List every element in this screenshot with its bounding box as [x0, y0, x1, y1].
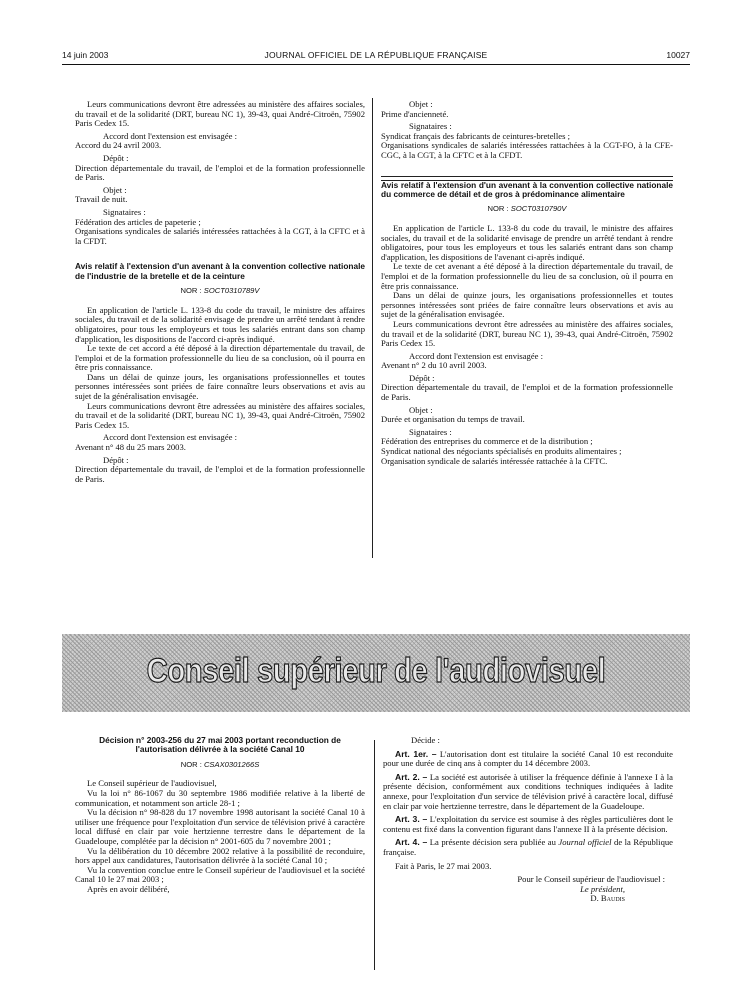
- label-depot: Dépôt :: [103, 152, 129, 163]
- right-column-top: [381, 100, 673, 466]
- label-objet: Objet :: [103, 184, 127, 195]
- banner-title: Conseil supérieur de l'audiovisuel: [146, 652, 606, 690]
- section-banner: [62, 634, 690, 712]
- article-1: [383, 750, 673, 769]
- signatory: Organisations syndicales de salariés intéressées rattachées à la CGT-FO, à la CFE-CGC, à la CGT, à la CFTC et à la CFDT.: [381, 140, 673, 160]
- article-label: Art. 4. –: [395, 837, 428, 848]
- signatory: Fédération des entreprises du commerce et de la distribution ;: [381, 436, 593, 447]
- nor-value: SOCT0310789V: [203, 286, 260, 296]
- paragraph: Leurs communications devront être adressées au ministère des affaires sociales, du travail et de la solidarité (DRT, bureau NC 1), 39-43, quai André-Citroën, 75902 Paris Cedex 15.: [75, 99, 365, 129]
- decision-title: Décision n° 2003-256 du 27 mai 2003 portant reconduction de l'autorisation délivrée à la société Canal 10: [99, 735, 341, 755]
- article-text: de la République française.: [383, 837, 673, 857]
- paragraph: En application de l'article L. 133-8 du code du travail, le ministre des affaires sociales, du travail et de la solidarité envisage de prendre un arrêté tendant à rendre obligatoires, pour tous les employeurs et tous les salariés entrant dans son champ d'application, les dispositions de l'avenant ci-après indiqué.: [381, 222, 673, 262]
- article-4: [383, 838, 673, 857]
- label-accord: Accord dont l'extension est envisagée :: [409, 350, 543, 361]
- label-objet: Objet :: [409, 99, 433, 109]
- left-column-top: [75, 100, 365, 484]
- label-signataires: Signataires :: [409, 121, 452, 132]
- article-label: Art. 3. –: [395, 814, 428, 825]
- paragraph: Vu la loi n° 86-1067 du 30 septembre 1986 modifiée relative à la liberté de communication, et notamment son article 28-1 ;: [75, 788, 365, 808]
- article-text: L'exploitation du service est soumise à des règles particulières dont le contenu est fixé dans la convention figurant dans l'annexe II à la présente décision.: [383, 814, 673, 834]
- value-depot: Direction départementale du travail, de l'emploi et de la formation professionnelle de Paris.: [75, 162, 365, 183]
- value-objet: Durée et organisation du temps de travail.: [381, 414, 525, 425]
- nor-label: NOR :: [180, 286, 202, 296]
- label-depot: Dépôt :: [103, 454, 129, 465]
- paragraph: En application de l'article L. 133-8 du code du travail, le ministre des affaires sociales, du travail et de la solidarité envisage de prendre un arrêté tendant à rendre obligatoires, pour tous les employeurs et tous les salariés entrant dans son champ d'application, les dispositions de l'accord ci-après indiqué.: [75, 304, 365, 344]
- article-label: Art. 2. –: [395, 771, 428, 782]
- article-2: [383, 773, 673, 811]
- label-signataires: Signataires :: [409, 426, 452, 437]
- header-page-number: 10027: [666, 50, 690, 60]
- label-accord: Accord dont l'extension est envisagée :: [103, 130, 237, 141]
- decide-label: Décide :: [411, 735, 440, 745]
- paragraph: Leurs communications devront être adressées au ministère des affaires sociales, du travail et de la solidarité (DRT, bureau NC 1), 39-43, quai André-Citroën, 75902 Paris Cedex 15.: [381, 318, 673, 349]
- nor-value: SOCT0310790V: [510, 204, 567, 214]
- nor-reference: [381, 204, 673, 214]
- paragraph: Le texte de cet accord a été déposé à la direction départementale du travail, de l'emploi et de la formation professionnelle du lieu de sa conclusion, où il pourra en être pris connaissance.: [75, 343, 365, 373]
- left-column-bottom: [75, 736, 365, 895]
- article-label: Art. 1er. –: [395, 748, 437, 759]
- journal-name: Journal officiel: [558, 837, 612, 848]
- nor-reference: [75, 760, 365, 770]
- paragraph: Dans un délai de quinze jours, les organisations professionnelles et toutes personnes intéressées sont priées de faire connaître leurs observations et avis au sujet de la généralisation envisagée.: [381, 290, 673, 320]
- signatory: Organisations syndicales de salariés intéressées rattachées à la CGT, à la CFTC et à la CFDT.: [75, 226, 365, 246]
- nor-label: NOR :: [487, 204, 509, 214]
- article-text: La présente décision sera publiée au: [429, 837, 556, 848]
- page-header: [62, 50, 690, 64]
- label-depot: Dépôt :: [409, 372, 435, 383]
- label-accord: Accord dont l'extension est envisagée :: [103, 432, 237, 443]
- label-objet: Objet :: [409, 404, 433, 415]
- column-divider: [374, 740, 375, 970]
- paragraph: Vu la décision n° 98-828 du 17 novembre 1998 autorisant la société Canal 10 à utiliser une fréquence pour l'exploitation d'un service de télévision privé à caractère local diffusé en clair par voie hertzienne terrestre dans le département de la Guadeloupe, complétée par la décision n° 2001-605 du 7 novembre 2001 ;: [75, 807, 365, 846]
- paragraph: Après en avoir délibéré,: [87, 883, 170, 894]
- nor-label: NOR :: [180, 759, 202, 769]
- paragraph: Vu la délibération du 10 décembre 2002 relative à la possibilité de reconduire, hors appel aux candidatures, l'autorisation délivrée à la société Canal 10 ;: [75, 845, 365, 866]
- value-accord: Avenant n° 2 du 10 avril 2003.: [381, 360, 487, 371]
- place-date: Fait à Paris, le 27 mai 2003.: [395, 860, 492, 871]
- signature-line: Pour le Conseil supérieur de l'audiovisuel :: [517, 874, 665, 885]
- header-rule: [62, 64, 690, 65]
- right-column-bottom: [383, 736, 673, 904]
- column-divider: [372, 98, 373, 558]
- value-depot: Direction départementale du travail, de l'emploi et de la formation professionnelle de Paris.: [75, 464, 365, 484]
- header-journal-title: JOURNAL OFFICIEL DE LA RÉPUBLIQUE FRANÇAISE: [264, 50, 488, 60]
- signature-role: [383, 885, 673, 895]
- article-text: La société est autorisée à utiliser la fréquence définie à l'annexe I à la présente décision, conformément aux conditions techniques indiquées à ladite annexe, pour l'exploitation d'un service de télévision privé à caractère local, diffusé en clair par voie hertzienne terrestre, dans le département de la Guadeloupe.: [383, 771, 673, 811]
- paragraph: Le Conseil supérieur de l'audiovisuel,: [87, 778, 217, 789]
- value-accord: Avenant n° 48 du 25 mars 2003.: [75, 442, 186, 453]
- paragraph: Vu la convention conclue entre le Conseil supérieur de l'audiovisuel et la société Canal 10 le 27 mai 2003 ;: [75, 864, 365, 885]
- signatory: Fédération des articles de papeterie ;: [75, 216, 201, 227]
- signatory: Syndicat français des fabricants de ceintures-bretelles ;: [381, 130, 570, 141]
- paragraph: Le texte de cet avenant a été déposé à la direction départementale du travail, de l'emploi et de la formation professionnelle du lieu de sa conclusion, où il pourra en être pris connaissance.: [381, 261, 673, 291]
- signatory: Syndicat national des négociants spécialisés en produits alimentaires ;: [381, 446, 622, 457]
- signature-name: D. Baudis: [590, 893, 625, 904]
- value-depot: Direction départementale du travail, de l'emploi et de la formation professionnelle de Paris.: [381, 382, 673, 403]
- signatory: Organisation syndicale de salariés intéressée rattachée à la CFTC.: [381, 455, 608, 466]
- value-objet: Travail de nuit.: [75, 194, 128, 205]
- label-signataires: Signataires :: [103, 206, 146, 217]
- nor-value: CSAX0301266S: [203, 759, 260, 769]
- section-divider: [381, 176, 673, 177]
- article-3: [383, 815, 673, 834]
- paragraph: Dans un délai de quinze jours, les organisations professionnelles et toutes personnes intéressées sont priées de faire connaître leurs observations et avis au sujet de la généralisation envisagée.: [75, 371, 365, 402]
- notice-title: Avis relatif à l'extension d'un avenant à la convention collective nationale de l'industrie de la bretelle et de la ceinture: [75, 261, 365, 281]
- value-accord: Accord du 24 avril 2003.: [75, 140, 162, 151]
- role-text: Le président,: [580, 883, 625, 894]
- nor-reference: [75, 286, 365, 296]
- notice-title: Avis relatif à l'extension d'un avenant à la convention collective nationale du commerce de détail et de gros à prédominance alimentaire: [381, 179, 673, 199]
- value-objet: Prime d'ancienneté.: [381, 108, 449, 119]
- header-date: 14 juin 2003: [62, 50, 109, 60]
- paragraph: Leurs communications devront être adressées au ministère des affaires sociales, du travail et de la solidarité (DRT, bureau NC 1), 39-43, quai André-Citroën, 75902 Paris Cedex 15.: [75, 400, 365, 430]
- article-text: L'autorisation dont est titulaire la société Canal 10 est reconduite pour une durée de cinq ans à compter du 14 décembre 2003.: [383, 748, 674, 769]
- section-divider: [381, 180, 673, 181]
